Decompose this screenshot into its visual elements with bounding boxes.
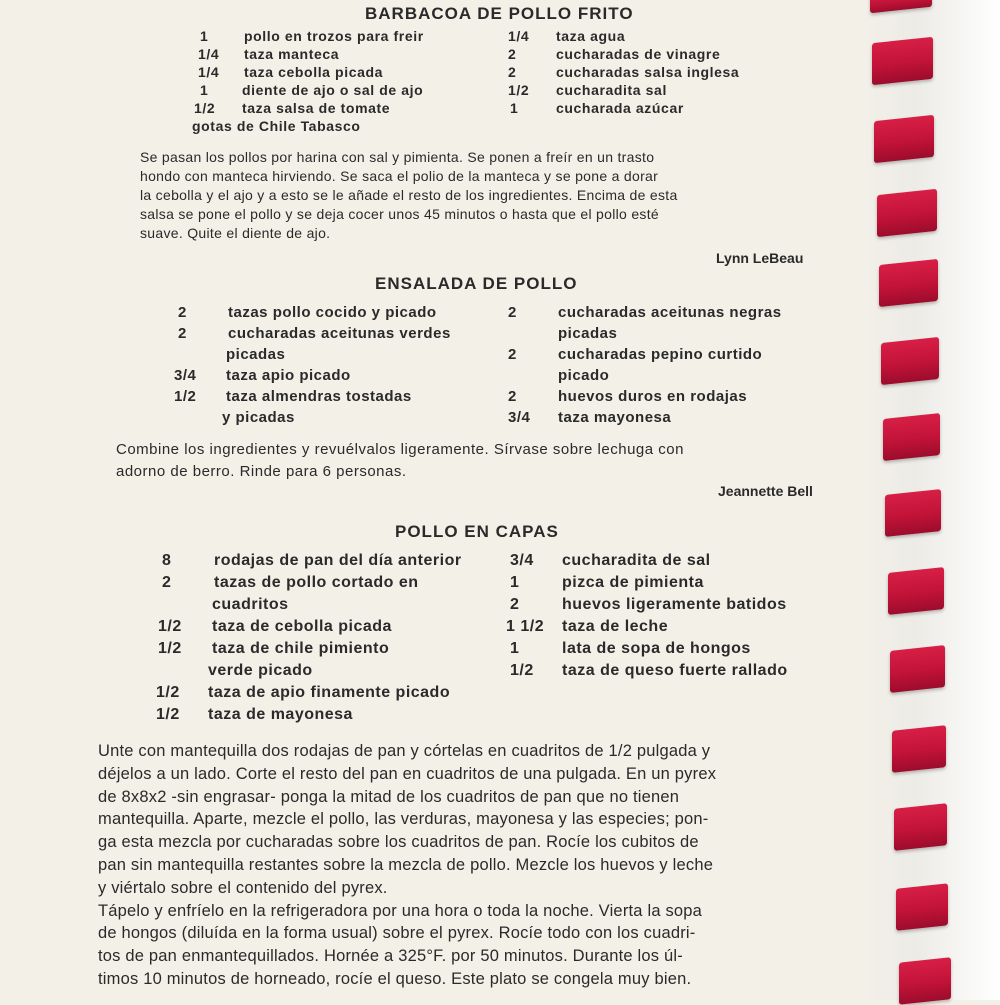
binding-coil [881, 337, 939, 385]
binding-coil [888, 567, 944, 615]
recipe-author: Jeannette Bell [718, 483, 813, 499]
binding-coil [885, 489, 941, 537]
binding-coil [894, 803, 947, 851]
binding-coil [874, 115, 934, 163]
recipe-title: BARBACOA DE POLLO FRITO [365, 4, 634, 23]
binding-coil [883, 413, 940, 461]
binding-coil [892, 725, 946, 773]
binding-coil [877, 189, 937, 237]
binding-coil [896, 883, 948, 931]
binding-coil [899, 957, 951, 1004]
binding-coil [879, 259, 938, 307]
recipe-instructions: Combine los ingredientes y revuélvalos ligeramente. Sírvase sobre lechuga con adorno de berro. Rinde para 6 personas. [116, 441, 684, 480]
recipe-author: Lynn LeBeau [716, 250, 804, 266]
spiral-binding [860, 0, 1000, 1000]
recipe-instructions: Unte con mantequilla dos rodajas de pan y córtelas en cuadritos de 1/2 pulgada y déjelos a un lado. Corte el resto del pan en cuadritos de una pulgada. En un pyrex de 8x8x2 -sin engrasar- ponga la mitad de los cuadritos de pan que no tienen mantequilla. Aparte, mezcle el pollo, las verduras, mayonesa y las especies; pon- ga esta mezcla por cucharadas sobre los cuadritos de pan. Rocíe los cubitos de pan sin mantequilla restantes sobre la mezcla de pollo. Mezcle los huevos y leche y viértalo sobre el contenido del pyrex. Tápelo y enfríelo en la refrigeradora por una hora o toda la noche. Vierta la sopa de hongos (diluída en la forma usual) sobre el pyrex. Rocíe todo con los cuadri- tos de pan enmantequillados. Hornée a 325°F. por 50 minutos. Durante los úl- timos 10 minutos de horneado, rocíe el queso. Este plato se congela muy bien. [98, 742, 717, 988]
binding-coil [890, 645, 945, 693]
recipe-title: ENSALADA DE POLLO [375, 274, 578, 293]
binding-coil [872, 37, 933, 85]
binding-coil [870, 0, 932, 13]
recipe-title: POLLO EN CAPAS [395, 522, 559, 541]
recipe-instructions: Se pasan los pollos por harina con sal y pimienta. Se ponen a freír en un trasto hondo con manteca hirviendo. Se saca el polio de la manteca y se pone a dorar la cebolla y el ajo y a esto se le añade el resto de los ingredientes. Encima de esta salsa se pone el pollo y se deja cocer unos 45 minutos o hasta que el pollo esté suave. Quite el diente de ajo. [140, 149, 678, 241]
cookbook-page: BARBACOA DE POLLO FRITO 1 pollo en trozos para freir 1/4 taza agua 1/4 taza manteca 2 cucharadas de vinagre 1/4 taza cebolla picada 2 cucharadas salsa inglesa 1 diente de ajo o sal de ajo 1/2 cucharadita sal 1/2 taza salsa de tomate 1 cucharada azúcar gotas de Chile Tabasco Se pasan los pollos por harina con sal y pimienta. Se ponen a freír en un trasto hondo con manteca hirviendo. Se saca el polio de la manteca y se pone a dorar la cebolla y el ajo y a esto se le añade el resto de los ingredientes. Encima de esta salsa se pone el pollo y se deja cocer unos 45 minutos o hasta que el pollo esté suave. Quite el diente de ajo. Lynn LeBeau ENSALADA DE POLLO 2 tazas pollo cocido y picado 2 cucharadas aceitunas negras 2 cucharadas aceitunas verdes picadas picadas 2 cucharadas pepino curtido 3/4 taza apio picado picado 1/2 taza almendras tostadas 2 huevos duros en rodajas y picadas 3/4 taza mayonesa Combine los ingredientes y revuélvalos ligeramente. Sírvase sobre lechuga con adorno de berro. Rinde para 6 personas. Jeannette Bell POLLO EN CAPAS 8 rodajas de pan del día anterior 3/4 cucharadita de sal 2 tazas de pollo cortado en 1 pizca de pimienta cuadritos 2 huevos ligeramente batidos 1/2 taza de cebolla picada 1 1/2 taza de leche 1/2 taza de chile pimiento 1 lata de sopa de hongos verde picado 1/2 taza de queso fuerte rallado 1/2 taza de apio finamente picado 1/2 taza de mayonesa Unte con mantequilla dos rodajas de pan y córtelas en cuadritos de 1/2 pulgada y déjelos a un lado. Corte el resto del pan en cuadritos de una pulgada. En un pyrex de 8x8x2 -sin engrasar- ponga la mitad de los cuadritos de pan que no tienen mantequilla. Aparte, mezcle el pollo, las verduras, mayonesa y las especies; pon- ga esta mezcla por cucharadas sobre los cuadritos de pan. Rocíe los cubitos de pan sin mantequilla restantes sobre la mezcla de pollo. Mezcle los huevos y leche y viértalo sobre el contenido del pyrex. Tápelo y enfríelo en la refrigeradora por una hora o toda la noche. Vierta la sopa de hongos (diluída en la forma usual) sobre el pyrex. Rocíe todo con los cuadri- tos de pan enmantequillados. Hornée a 325°F. por 50 minutos. Durante los úl- timos 10 minutos de horneado, rocíe el queso. Este plato se congela muy bien. [0, 0, 1000, 1000]
